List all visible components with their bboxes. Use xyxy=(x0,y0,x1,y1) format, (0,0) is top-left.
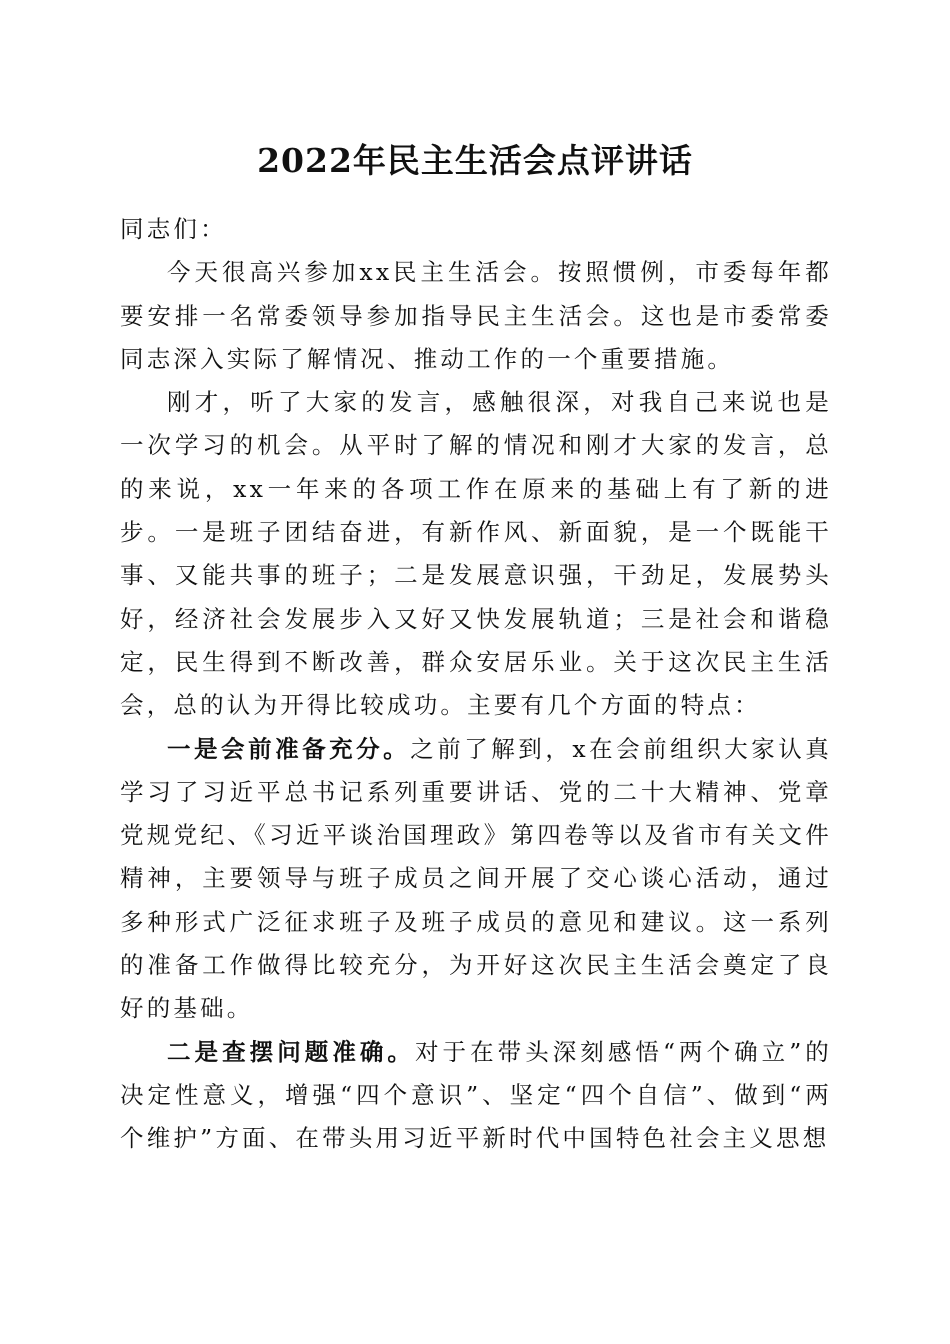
paragraph-1-text: 今天很高兴参加xx民主生活会。按照惯例，市委每年都要安排一名常委领导参加指导民主生活会。这也是市委常委同志深入实际了解情况、推动工作的一个重要措施。 xyxy=(120,258,832,373)
paragraph-4-lead: 二是查摆问题准确。 xyxy=(167,1037,415,1066)
salutation: 同志们： xyxy=(120,215,227,243)
paragraph-2 xyxy=(120,381,832,727)
paragraph-3-lead: 一是会前准备充分。 xyxy=(167,734,411,763)
document-title: 2022年民主生活会点评讲话 xyxy=(257,141,693,180)
paragraph-4-text: 对于在带头深刻感悟“两个确立”的决定性意义，增强“四个意识”、坚定“四个自信”、做到“两个维护”方面、在带头用习近平新时代中国特色社会主义思想 xyxy=(120,1037,832,1153)
paragraph-1 xyxy=(120,251,832,381)
document-body xyxy=(120,208,832,1161)
paragraph-2-text: 刚才，听了大家的发言，感触很深，对我自己来说也是一次学习的机会。从平时了解的情况和刚才大家的发言，总的来说，xx一年来的各项工作在原来的基础上有了新的进步。一是班子团结奋进，有新作风、新面貌，是一个既能干事、又能共事的班子；二是发展意识强，干劲足，发展势头好，经济社会发展步入又好又快发展轨道；三是社会和谐稳定，民生得到不断改善，群众安居乐业。关于这次民主生活会，总的认为开得比较成功。主要有几个方面的特点： xyxy=(120,388,832,720)
paragraph-3-text: 之前了解到，x在会前组织大家认真学习了习近平总书记系列重要讲话、党的二十大精神、党章党规党纪、《习近平谈治国理政》第四卷等以及省市有关文件精神，主要领导与班子成员之间开展了交心谈心活动，通过多种形式广泛征求班子及班子成员的意见和建议。这一系列的准备工作做得比较充分，为开好这次民主生活会奠定了良好的基础。 xyxy=(120,734,832,1023)
paragraph-3 xyxy=(120,728,832,1031)
paragraph-4 xyxy=(120,1031,832,1161)
